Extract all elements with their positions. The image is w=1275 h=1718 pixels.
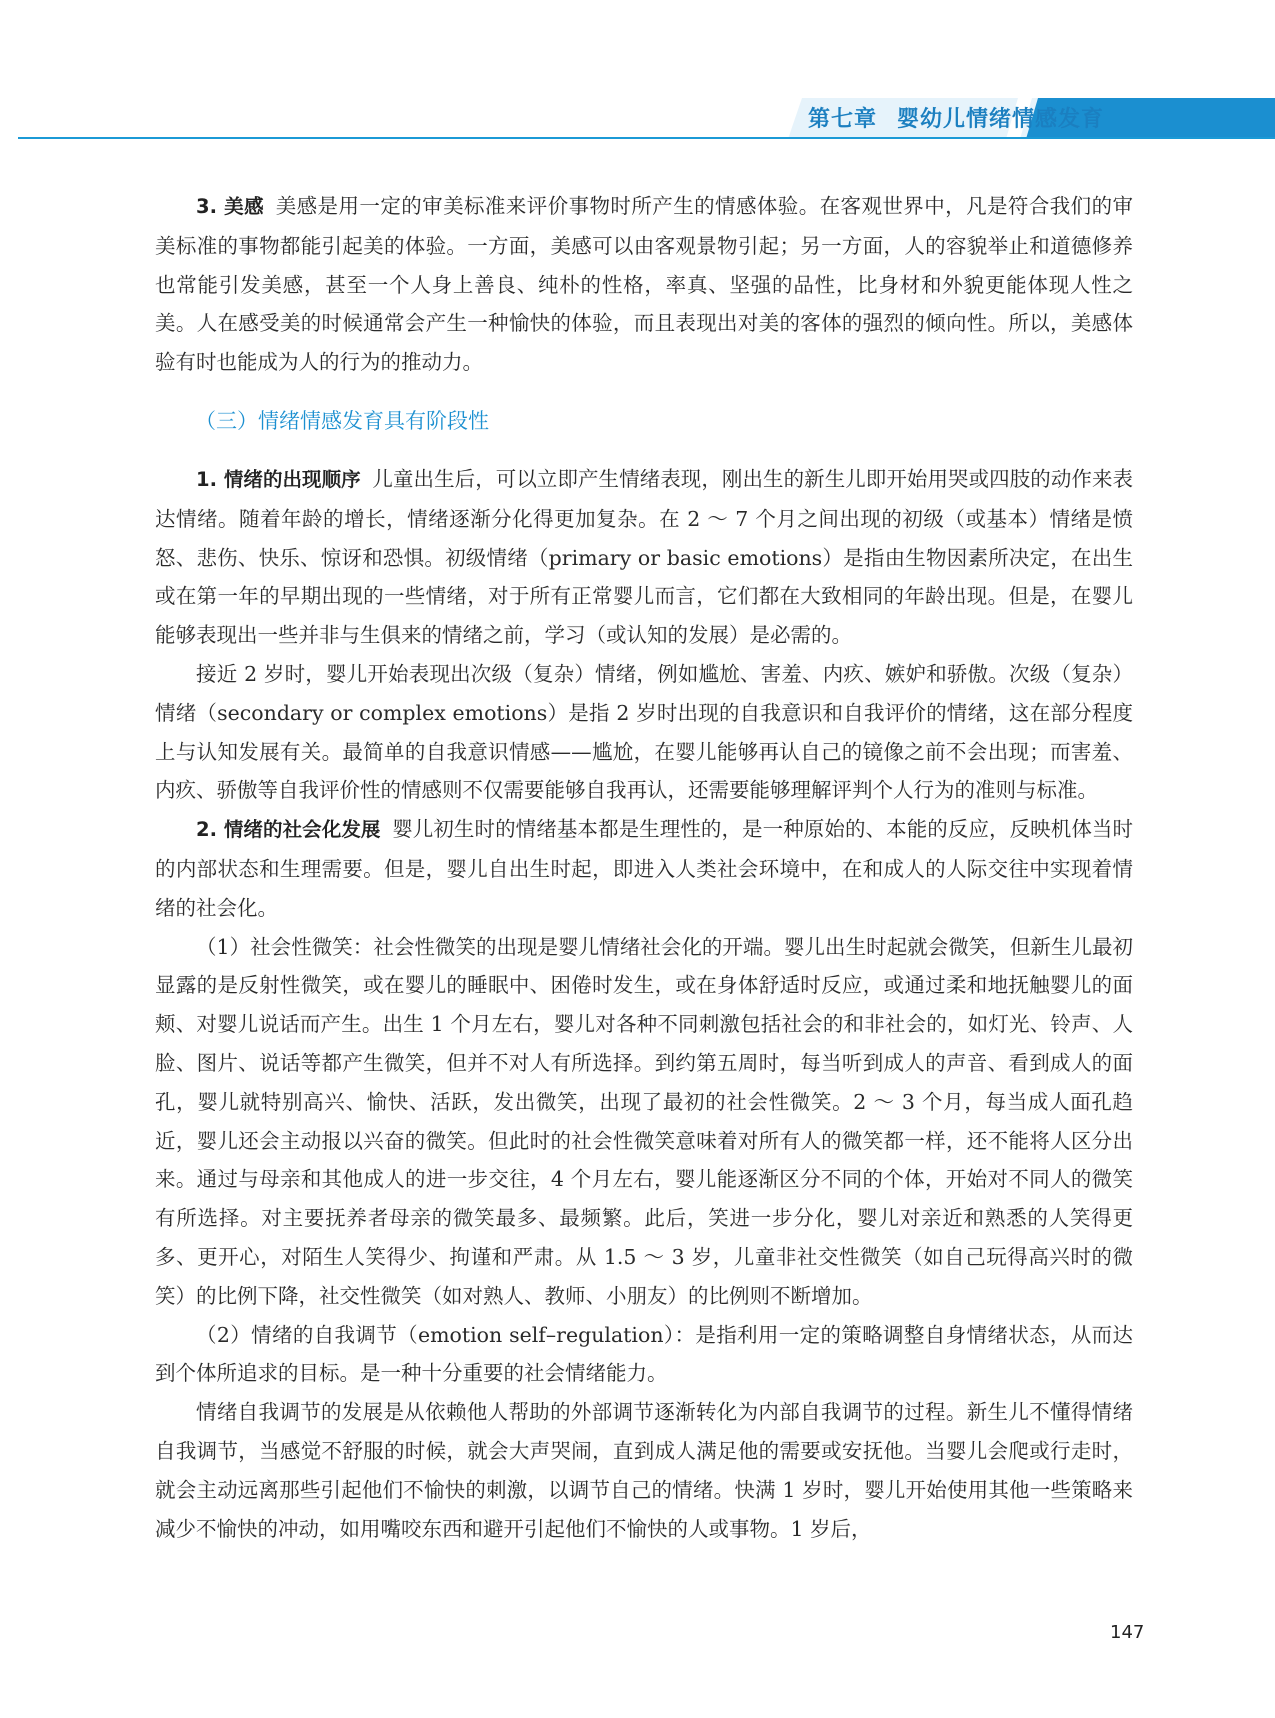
aesthetic-text: 美感是用一定的审美标准来评价事物时所产生的情感体验。在客观世界中，凡是符合我们的审美标准的事物都能引起美的体验。一方面，美感可以由客观景物引起；另一方面，人的容貌举止和道德修养也常能引发美感，甚至一个人身上善良、纯朴的性格，率真、坚强的品性，比身材和外貌更能体现人性之美。人在感受美的时候通常会产生一种愉快的体验，而且表现出对美的客体的强烈的倾向性。所以，美感体验有时也能成为人的行为的推动力。 — [155, 194, 1134, 375]
emotion-order-lead: 1. 情绪的出现顺序 — [196, 467, 361, 491]
socialization-text: 婴儿初生时的情绪基本都是生理性的，是一种原始的、本能的反应，反映机体当时的内部状态和生理需要。但是，婴儿自出生时起，即进入人类社会环境中，在和成人的人际交往中实现着情绪的社会化。 — [155, 817, 1134, 920]
chapter-name: 婴幼儿情绪情感发育 — [897, 107, 1105, 132]
header-divider — [18, 137, 1275, 139]
paragraph-self-regulation: （2）情绪的自我调节（emotion self–regulation）：是指利用一定的策略调整自身情绪状态，从而达到个体所追求的目标。是一种十分重要的社会情绪能力。 — [155, 1322, 1133, 1386]
page-number: 147 — [1110, 1622, 1145, 1643]
page-body — [155, 187, 1133, 1548]
paragraph-social-smile: （1）社会性微笑：社会性微笑的出现是婴儿情绪社会化的开端。婴儿出生时起就会微笑，但新生儿最初显露的是反射性微笑，或在婴儿的睡眠中、困倦时发生，或在身体舒适时反应，或通过柔和地抚触婴儿的面颊、对婴儿说话而产生。出生 1 个月左右，婴儿对各种不同刺激包括社会的和非社会的，如灯光、铃声、人脸、图片、说话等都产生微笑，但并不对人有所选择。到约第五周时，每当听到成人的声音、看到成人的面孔，婴儿就特别高兴、愉快、活跃，发出微笑，出现了最初的社会性微笑。2 ～ 3 个月，每当成人面孔趋近，婴儿还会主动报以兴奋的微笑。但此时的社会性微笑意味着对所有人的微笑都一样，还不能将人区分出来。通过与母亲和其他成人的进一步交往，4 个月左右，婴儿能逐渐区分不同的个体，开始对不同人的微笑有所选择。对主要抚养者母亲的微笑最多、最频繁。此后，笑进一步分化，婴儿对亲近和熟悉的人笑得更多、更开心，对陌生人笑得少、拘谨和严肃。从 1.5 ～ 3 岁，儿童非社交性微笑（如自己玩得高兴时的微笑）的比例下降，社交性微笑（如对熟人、教师、小朋友）的比例则不断增加。 — [155, 934, 1133, 1308]
chapter-title — [808, 104, 1104, 136]
chapter-label: 第七章 — [808, 107, 878, 132]
page-header — [0, 0, 1275, 140]
paragraph-socialization — [155, 810, 1133, 927]
paragraph-regulation-development: 情绪自我调节的发展是从依赖他人帮助的外部调节逐渐转化为内部自我调节的过程。新生儿不懂得情绪自我调节，当感觉不舒服的时候，就会大声哭闹，直到成人满足他的需要或安抚他。当婴儿会爬或行走时，就会主动远离那些引起他们不愉快的刺激，以调节自己的情绪。快满 1 岁时，婴儿开始使用其他一些策略来减少不愉快的冲动，如用嘴咬东西和避开引起他们不愉快的人或事物。1 岁后， — [155, 1400, 1133, 1541]
emotion-order-text: 儿童出生后，可以立即产生情绪表现，刚出生的新生儿即开始用哭或四肢的动作来表达情绪。随着年龄的增长，情绪逐渐分化得更加复杂。在 2 ～ 7 个月之间出现的初级（或基本）情绪是愤怒、悲伤、快乐、惊讶和恐惧。初级情绪（primary or basic emotions）是指由生物因素所决定，在出生或在第一年的早期出现的一些情绪，对于所有正常婴儿而言，它们都在大致相同的年龄出现。但是，在婴儿能够表现出一些并非与生俱来的情绪之前，学习（或认知的发展）是必需的。 — [155, 466, 1134, 648]
paragraph-aesthetic — [155, 187, 1133, 382]
socialization-lead: 2. 情绪的社会化发展 — [196, 818, 381, 842]
aesthetic-lead: 3. 美感 — [196, 195, 265, 218]
section-heading: （三）情绪情感发育具有阶段性 — [195, 408, 489, 433]
paragraph-secondary-emotions: 接近 2 岁时，婴儿开始表现出次级（复杂）情绪，例如尴尬、害羞、内疚、嫉妒和骄傲。次级（复杂）情绪（secondary or complex emotions）是指 2 岁时出现的自我意识和自我评价的情绪，这在部分程度上与认知发展有关。最简单的自我意识情感——尴尬，在婴儿能够再认自己的镜像之前不会出现；而害羞、内疚、骄傲等自我评价性的情感则不仅需要能够自我再认，还需要能够理解评判个人行为的准则与标准。 — [155, 661, 1133, 803]
paragraph-emotion-order — [155, 460, 1133, 655]
